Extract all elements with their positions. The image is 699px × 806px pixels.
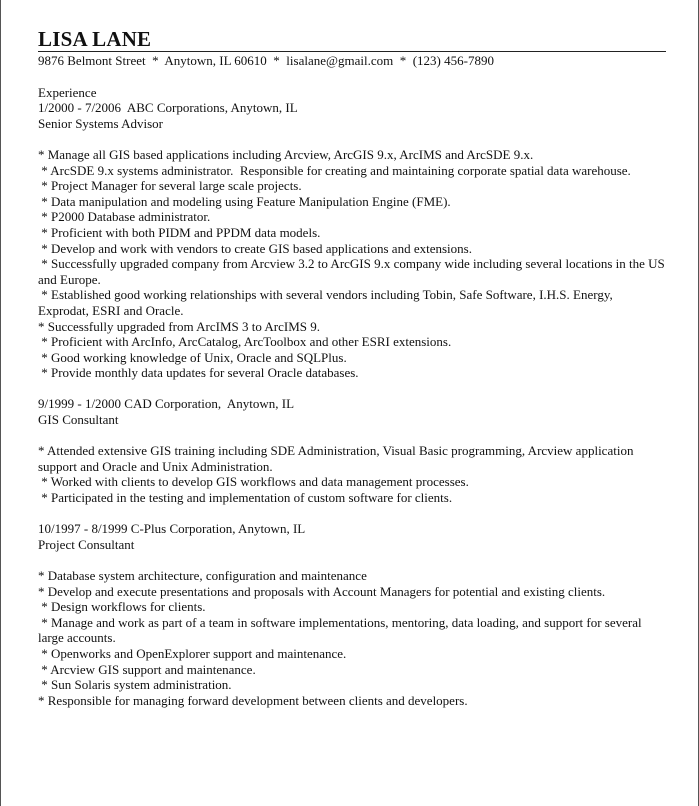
spacer (38, 69, 666, 85)
bullet-item: * Worked with clients to develop GIS workflows and data management processes. (38, 474, 469, 490)
job-dates-company: 1/2000 - 7/2006 ABC Corporations, Anytown, IL (38, 100, 298, 116)
bullet-item: * Proficient with both PIDM and PPDM data models. (38, 224, 321, 240)
job-title: Senior Systems Advisor (38, 115, 163, 131)
bullet-item: * Good working knowledge of Unix, Oracle and SQLPlus. (38, 349, 347, 365)
bullet-item: * Successfully upgraded from ArcIMS 3 to ArcIMS 9. (38, 318, 320, 334)
job-bullets (38, 568, 666, 708)
section-heading-experience: Experience (38, 84, 97, 100)
bullet-item: * Responsible for managing forward development between clients and developers. (38, 692, 468, 708)
bullet-item: * P2000 Database administrator. (38, 209, 211, 225)
bullet-item: * Data manipulation and modeling using Feature Manipulation Engine (FME). (38, 193, 451, 209)
bullet-item: * Manage and work as part of a team in software implementations, mentoring, data loading, and support for several large accounts. (38, 614, 645, 646)
resume-content (38, 27, 669, 708)
bullet-item: * Develop and work with vendors to create GIS based applications and extensions. (38, 240, 472, 256)
job-entry (38, 521, 666, 708)
bullet-item: * Provide monthly data updates for several Oracle databases. (38, 365, 359, 381)
contact-line: 9876 Belmont Street * Anytown, IL 60610 * lisalane@gmail.com * (123) 456-7890 (38, 53, 494, 68)
job-bullets (38, 146, 669, 381)
bullet-item: * Proficient with ArcInfo, ArcCatalog, ArcToolbox and other ESRI extensions. (38, 334, 452, 350)
job-title: GIS Consultant (38, 412, 119, 428)
spacer (38, 506, 666, 522)
job-dates-company: 10/1997 - 8/1999 C-Plus Corporation, Anytown, IL (38, 521, 306, 537)
bullet-item: * Manage all GIS based applications including Arcview, ArcGIS 9.x, ArcIMS and ArcSDE 9.x. (38, 146, 534, 162)
bullet-item: * Attended extensive GIS training including SDE Administration, Visual Basic programming, Arcview application support and Oracle and Unix Administration. (38, 443, 637, 474)
spacer (38, 131, 666, 147)
bullet-item: * Develop and execute presentations and proposals with Account Managers for potential and existing clients. (38, 583, 606, 599)
bullet-item: * ArcSDE 9.x systems administrator. Responsible for creating and maintaining corporate spatial data warehouse. (38, 162, 631, 178)
candidate-name: LISA LANE (38, 27, 666, 52)
job-dates-company: 9/1999 - 1/2000 CAD Corporation, Anytown, IL (38, 396, 295, 412)
spacer (38, 428, 666, 444)
bullet-item: * Participated in the testing and implementation of custom software for clients. (38, 490, 453, 506)
spacer (38, 381, 666, 397)
spacer (38, 552, 666, 568)
bullet-item: * Openworks and OpenExplorer support and maintenance. (38, 645, 347, 661)
job-bullets (38, 443, 666, 505)
bullet-item: * Sun Solaris system administration. (38, 677, 232, 693)
bullet-item: * Successfully upgraded company from Arcview 3.2 to ArcGIS 9.x company wide including several locations in the US and Europe. (38, 256, 669, 287)
bullet-item: * Established good working relationships with several vendors including Tobin, Safe Software, I.H.S. Energy, Exprodat, ESRI and Oracle. (38, 287, 616, 318)
bullet-item: * Database system architecture, configuration and maintenance (38, 568, 367, 583)
bullet-item: * Arcview GIS support and maintenance. (38, 661, 256, 677)
bullet-item: * Project Manager for several large scale projects. (38, 178, 302, 194)
job-entry (38, 100, 669, 381)
job-title: Project Consultant (38, 536, 135, 552)
job-entry (38, 396, 666, 505)
bullet-item: * Design workflows for clients. (38, 599, 206, 615)
